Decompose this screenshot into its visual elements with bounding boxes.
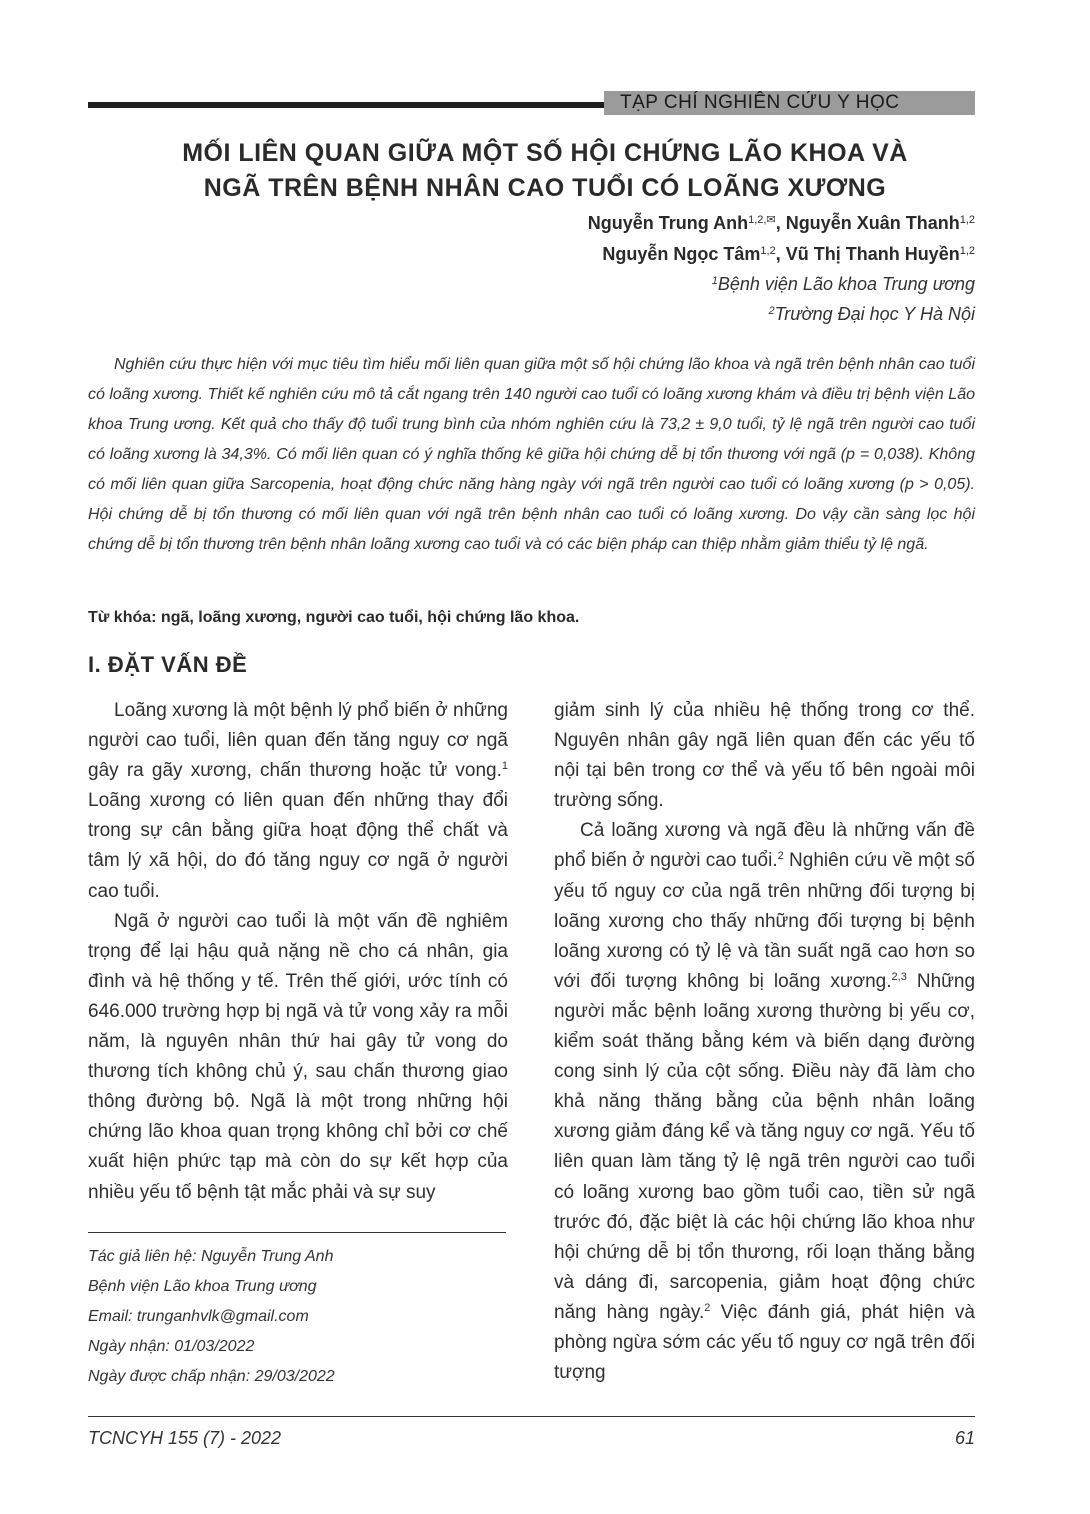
- authors-line-2: [602, 244, 975, 265]
- corresponding-author: Tác giả liên hệ: Nguyễn Trung Anh: [88, 1248, 334, 1265]
- footnote: [88, 1242, 508, 1392]
- citation-ref: 1: [501, 760, 508, 773]
- footer-rule: [88, 1416, 975, 1417]
- author-email: Email: trunganhvlk@gmail.com: [88, 1308, 309, 1325]
- journal-issue: TCNCYH 155 (7) - 2022: [88, 1428, 282, 1448]
- abstract: Nghiên cứu thực hiện với mục tiêu tìm hiểu mối liên quan giữa một số hội chứng lão khoa và ngã trên bệnh nhân cao tuổi có loãng xương. Thiết kế nghiên cứu mô tả cắt ngang trên 140 người cao tuổi có loãng xương khám và điều trị bệnh viện Lão khoa Trung ương. Kết quả cho thấy độ tuổi trung bình của nhóm nghiên cứu là 73,2 ± 9,0 tuổi, tỷ lệ ngã trên người cao tuổi có loãng xương là 34,3%. Có mối liên quan có ý nghĩa thống kê giữa hội chứng dễ bị tổn thương với ngã (p = 0,038). Không có mối liên quan giữa Sarcopenia, hoạt động chức năng hàng ngày với ngã trên người cao tuổi có loãng xương (p > 0,05). Hội chứng dễ bị tổn thương có mối liên quan với ngã trên bệnh nhân cao tuổi có loãng xương. Do vậy cần sàng lọc hội chứng dễ bị tổn thương trên bệnh nhân loãng xương cao tuổi và có các biện pháp can thiệp nhằm giảm thiểu tỷ lệ ngã.: [88, 356, 975, 553]
- author-affil-sup: 1,2: [959, 245, 975, 257]
- title-line-2: NGÃ TRÊN BỆNH NHÂN CAO TUỔI CÓ LOÃNG XƯƠNG: [203, 174, 887, 202]
- received-date: Ngày nhận: 01/03/2022: [88, 1338, 255, 1355]
- citation-ref: 2: [704, 1301, 711, 1314]
- paragraph: Ngã ở người cao tuổi là một vấn đề nghiêm trọng để lại hậu quả nặng nề cho cá nhân, gia đình và hệ thống y tế. Trên thế giới, ước tính có 646.000 trường hợp bị ngã và tử vong xảy ra mỗi năm, là nguyên nhân thứ hai gây tử vong do thương tích không chủ ý, sau chấn thương giao thông đường bộ. Ngã là một trong những hội chứng lão khoa quan trọng không chỉ bởi cơ chế xuất hiện phức tạp mà còn do sự kết hợp của nhiều yếu tố bệnh tật mắc phải và sự suy: [88, 910, 508, 1203]
- affiliation-2: [769, 304, 976, 325]
- footnote-rule: [88, 1232, 506, 1233]
- paragraph-text: Việc đánh giá, phát hiện và phòng ngừa sớm các yếu tố nguy cơ ngã trên đối tượng: [554, 1301, 975, 1384]
- author-organization: Bệnh viện Lão khoa Trung ương: [88, 1278, 317, 1295]
- paragraph: [88, 696, 508, 907]
- author-name: , Vũ Thị Thanh Huyền: [775, 244, 960, 264]
- affiliation-number: 1: [711, 275, 718, 287]
- author-affil-sup: 1,2: [760, 245, 776, 257]
- paragraph-text: Cả loãng xương và ngã đều là những vấn đề phổ biến ở người cao tuổi.: [554, 820, 975, 872]
- affiliation-name: Trường Đại học Y Hà Nội: [774, 304, 975, 324]
- affiliation-1: [712, 274, 975, 295]
- paragraph-text: Nghiên cứu về một số yếu tố nguy cơ của ngã trên những đối tượng bị loãng xương cho thấy những đối tượng bị bệnh loãng xương có tỷ lệ và tần suất ngã cao hơn so với đối tượng không bị loãng xương.: [554, 850, 976, 992]
- authors-line-1: [588, 213, 975, 234]
- paragraph: giảm sinh lý của nhiều hệ thống trong cơ thể. Nguyên nhân gây ngã liên quan đến các yếu tố nội tại bên trong cơ thể và yếu tố bên ngoài môi trường sống.: [554, 700, 975, 812]
- paragraph: [554, 816, 975, 1388]
- author-affil-sup: 1,2,✉: [748, 214, 776, 226]
- author-name: Nguyễn Ngọc Tâm: [602, 244, 761, 264]
- citation-ref: 2,3: [891, 970, 907, 983]
- paragraph-text: Loãng xương có liên quan đến những thay đổi trong sự cân bằng giữa hoạt động thể chất và tâm lý xã hội, do đó tăng nguy cơ ngã ở người cao tuổi.: [88, 790, 508, 902]
- paragraph-text: Loãng xương là một bệnh lý phổ biến ở những người cao tuổi, liên quan đến tăng nguy cơ ngã gây ra gãy xương, chấn thương hoặc tử vong.: [88, 700, 508, 782]
- journal-name: TẠP CHÍ NGHIÊN CỨU Y HỌC: [620, 92, 900, 113]
- author-name: , Nguyễn Xuân Thanh: [775, 213, 960, 233]
- section-heading: I. ĐẶT VẤN ĐỀ: [88, 652, 248, 677]
- affiliation-number: 2: [768, 305, 775, 317]
- citation-ref: 2: [777, 850, 784, 863]
- body-column-left: [88, 696, 508, 1208]
- body-column-right: [554, 696, 975, 1388]
- author-name: Nguyễn Trung Anh: [587, 213, 749, 233]
- header-rule: [88, 102, 618, 108]
- title-line-1: MỐI LIÊN QUAN GIỮA MỘT SỐ HỘI CHỨNG LÃO KHOA VÀ: [182, 139, 908, 167]
- accepted-date: Ngày được chấp nhận: 29/03/2022: [88, 1368, 335, 1385]
- author-affil-sup: 1,2: [959, 214, 975, 226]
- page-number: 61: [954, 1428, 975, 1448]
- paragraph-text: Những người mắc bệnh loãng xương thường bị yếu cơ, kiểm soát thăng bằng kém và biến dạng đường cong sinh lý của cột sống. Điều này đã làm cho khả năng thăng bằng của bệnh nhân loãng xương giảm đáng kể và tăng nguy cơ ngã. Yếu tố liên quan làm tăng tỷ lệ ngã trên người cao tuổi có loãng xương bao gồm tuổi cao, tiền sử ngã trước đó, đặc biệt là các hội chứng lão khoa như hội chứng dễ bị tổn thương, rối loạn thăng bằng và dáng đi, sarcopenia, giảm hoạt động chức năng hàng ngày.: [554, 970, 976, 1323]
- keywords: Từ khóa: ngã, loãng xương, người cao tuổi, hội chứng lão khoa.: [88, 609, 580, 626]
- affiliation-name: Bệnh viện Lão khoa Trung ương: [717, 274, 975, 294]
